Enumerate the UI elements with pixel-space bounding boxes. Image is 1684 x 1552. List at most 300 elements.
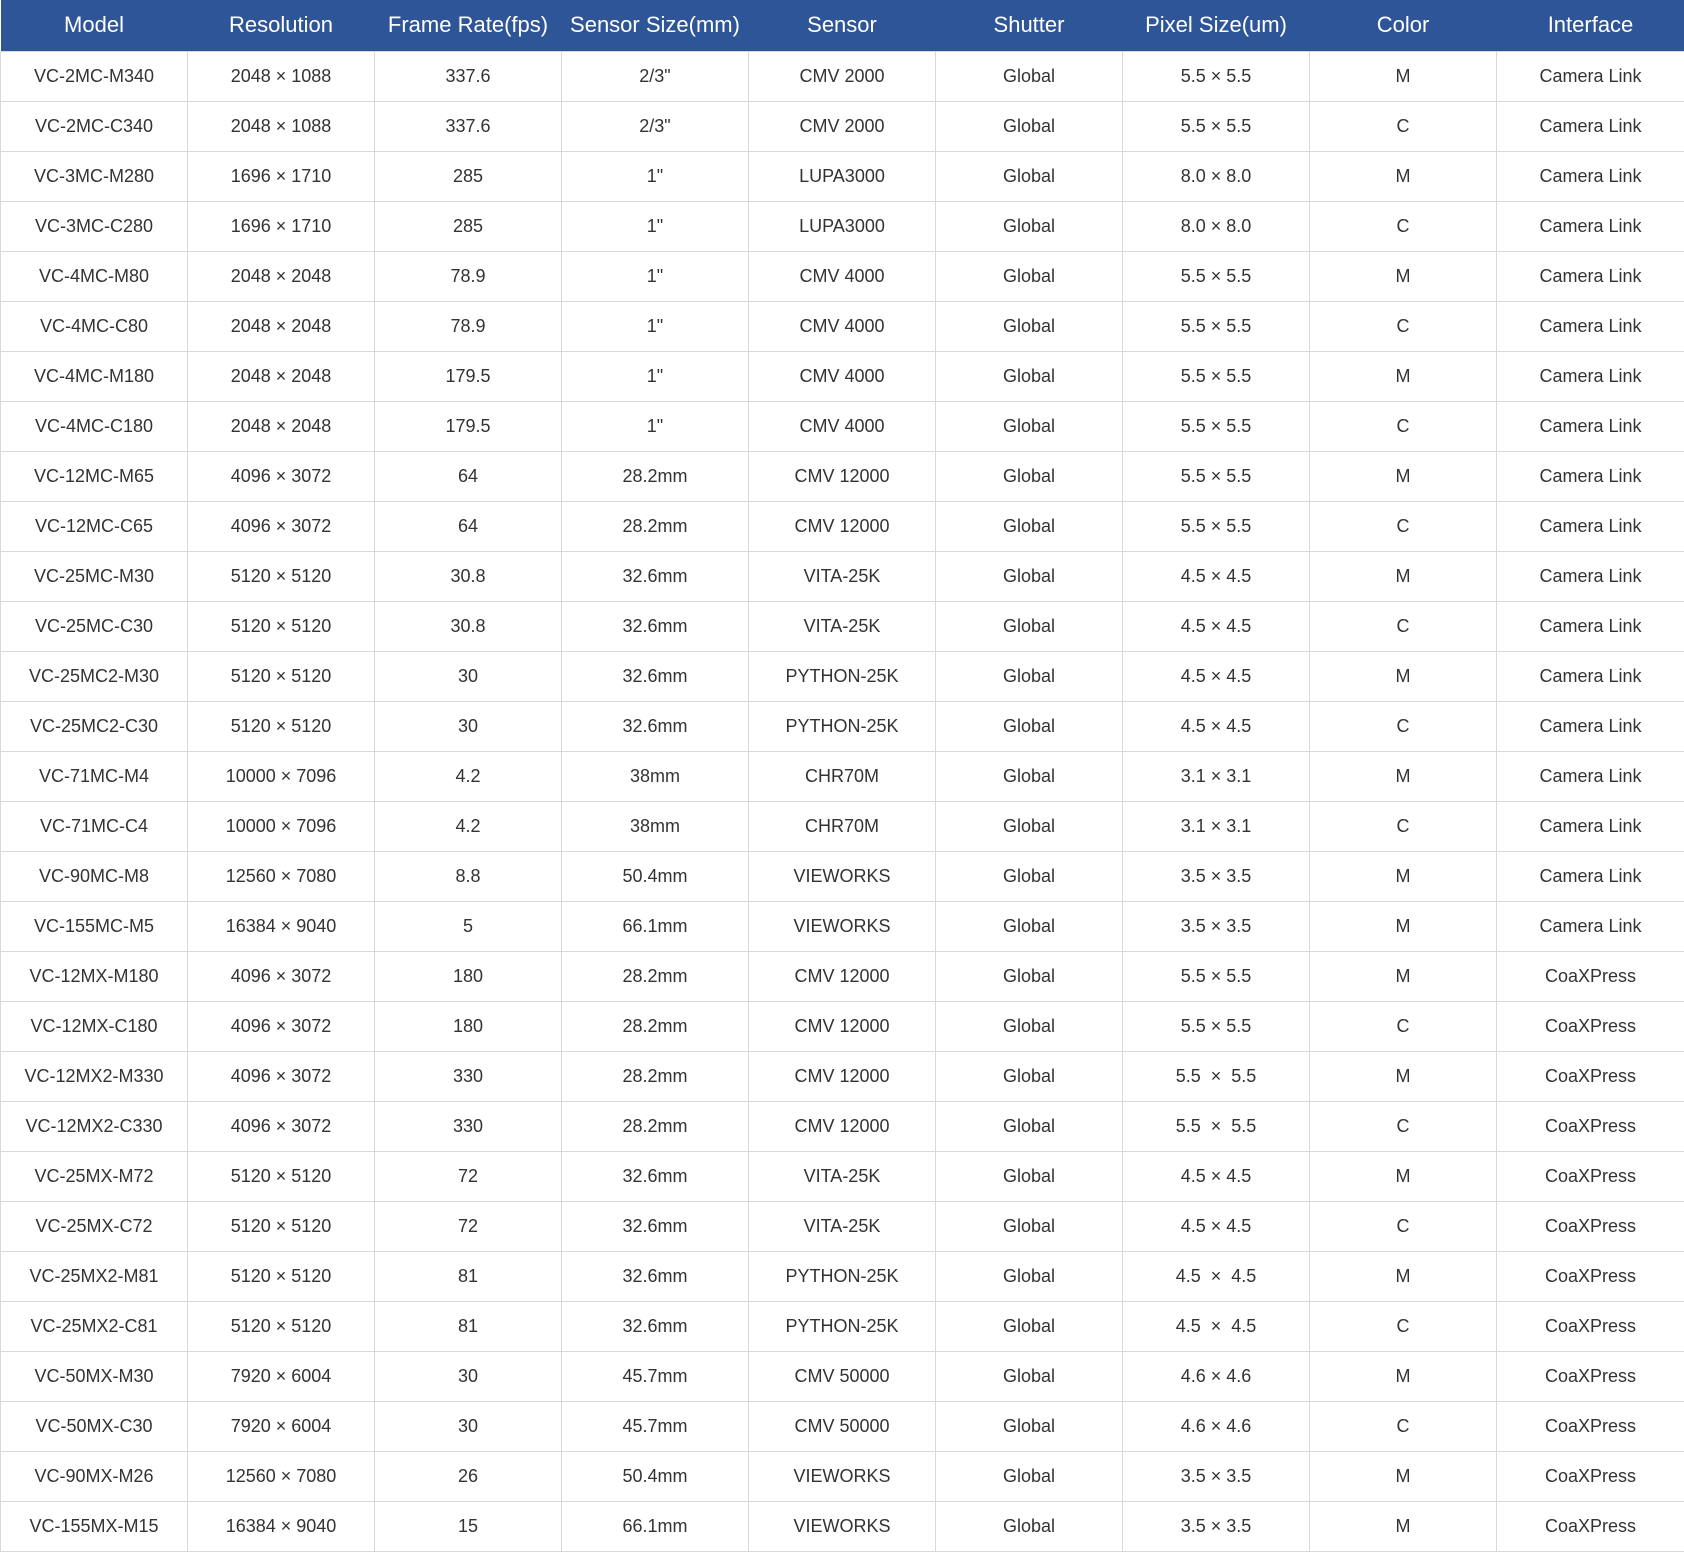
sensor-size-cell: 28.2mm [562,1101,749,1151]
sensor-size-cell: 32.6mm [562,551,749,601]
frame-rate-cell: 8.8 [375,851,562,901]
frame-rate-cell: 72 [375,1151,562,1201]
table-row [1,751,1684,801]
resolution-cell: 4096 × 3072 [188,1001,375,1051]
model-cell: VC-25MX2-C81 [1,1301,188,1351]
pixel-size-cell: 5.5 × 5.5 [1123,451,1310,501]
color-cell: M [1310,751,1497,801]
sensor-cell: VITA-25K [749,551,936,601]
sensor-cell: CHR70M [749,801,936,851]
sensor-cell: LUPA3000 [749,151,936,201]
pixel-size-cell: 8.0 × 8.0 [1123,201,1310,251]
sensor-size-cell: 38mm [562,751,749,801]
frame-rate-cell: 15 [375,1501,562,1551]
pixel-size-cell: 5.5 × 5.5 [1123,401,1310,451]
frame-rate-cell: 337.6 [375,51,562,101]
color-cell: C [1310,1301,1497,1351]
model-cell: VC-3MC-M280 [1,151,188,201]
pixel-size-cell: 4.5 × 4.5 [1123,1301,1310,1351]
frame-rate-cell: 180 [375,951,562,1001]
resolution-cell: 7920 × 6004 [188,1401,375,1451]
sensor-size-cell: 28.2mm [562,451,749,501]
shutter-cell: Global [936,751,1123,801]
interface-cell: Camera Link [1497,151,1684,201]
color-cell: M [1310,51,1497,101]
sensor-cell: LUPA3000 [749,201,936,251]
color-cell: C [1310,101,1497,151]
table-row [1,151,1684,201]
shutter-cell: Global [936,51,1123,101]
table-row [1,601,1684,651]
model-cell: VC-2MC-M340 [1,51,188,101]
pixel-size-cell: 5.5 × 5.5 [1123,1001,1310,1051]
frame-rate-cell: 81 [375,1301,562,1351]
shutter-cell: Global [936,701,1123,751]
table-row [1,301,1684,351]
sensor-cell: CMV 12000 [749,451,936,501]
sensor-cell: VIEWORKS [749,851,936,901]
column-header-color: Color [1310,0,1497,51]
pixel-size-cell: 4.5 × 4.5 [1123,1251,1310,1301]
shutter-cell: Global [936,1001,1123,1051]
resolution-cell: 2048 × 1088 [188,51,375,101]
table-row [1,851,1684,901]
sensor-size-cell: 32.6mm [562,1151,749,1201]
resolution-cell: 5120 × 5120 [188,551,375,601]
sensor-cell: VIEWORKS [749,1501,936,1551]
model-cell: VC-90MX-M26 [1,1451,188,1501]
sensor-size-cell: 1" [562,401,749,451]
frame-rate-cell: 81 [375,1251,562,1301]
pixel-size-cell: 5.5 × 5.5 [1123,351,1310,401]
model-cell: VC-25MX-C72 [1,1201,188,1251]
pixel-size-cell: 5.5 × 5.5 [1123,501,1310,551]
shutter-cell: Global [936,151,1123,201]
interface-cell: Camera Link [1497,551,1684,601]
frame-rate-cell: 72 [375,1201,562,1251]
pixel-size-cell: 5.5 × 5.5 [1123,101,1310,151]
model-cell: VC-12MC-M65 [1,451,188,501]
frame-rate-cell: 4.2 [375,801,562,851]
model-cell: VC-71MC-C4 [1,801,188,851]
sensor-size-cell: 66.1mm [562,901,749,951]
pixel-size-cell: 4.6 × 4.6 [1123,1401,1310,1451]
color-cell: M [1310,951,1497,1001]
pixel-size-cell: 3.1 × 3.1 [1123,801,1310,851]
color-cell: M [1310,151,1497,201]
model-cell: VC-155MX-M15 [1,1501,188,1551]
model-cell: VC-25MC-C30 [1,601,188,651]
frame-rate-cell: 78.9 [375,301,562,351]
frame-rate-cell: 4.2 [375,751,562,801]
sensor-size-cell: 38mm [562,801,749,851]
table-row [1,351,1684,401]
shutter-cell: Global [936,351,1123,401]
pixel-size-cell: 4.6 × 4.6 [1123,1351,1310,1401]
sensor-size-cell: 32.6mm [562,1201,749,1251]
model-cell: VC-12MX-M180 [1,951,188,1001]
model-cell: VC-4MC-C80 [1,301,188,351]
shutter-cell: Global [936,951,1123,1001]
interface-cell: Camera Link [1497,751,1684,801]
model-cell: VC-3MC-C280 [1,201,188,251]
sensor-cell: VIEWORKS [749,1451,936,1501]
shutter-cell: Global [936,201,1123,251]
frame-rate-cell: 180 [375,1001,562,1051]
shutter-cell: Global [936,1401,1123,1451]
shutter-cell: Global [936,501,1123,551]
frame-rate-cell: 64 [375,451,562,501]
shutter-cell: Global [936,601,1123,651]
sensor-cell: CMV 4000 [749,251,936,301]
model-cell: VC-12MX2-C330 [1,1101,188,1151]
interface-cell: Camera Link [1497,351,1684,401]
shutter-cell: Global [936,1101,1123,1151]
interface-cell: Camera Link [1497,51,1684,101]
table-row [1,1501,1684,1551]
sensor-size-cell: 32.6mm [562,701,749,751]
interface-cell: Camera Link [1497,651,1684,701]
column-header-shutter: Shutter [936,0,1123,51]
interface-cell: CoaXPress [1497,1501,1684,1551]
shutter-cell: Global [936,101,1123,151]
sensor-cell: PYTHON-25K [749,1251,936,1301]
model-cell: VC-4MC-M80 [1,251,188,301]
table-row [1,201,1684,251]
shutter-cell: Global [936,551,1123,601]
pixel-size-cell: 4.5 × 4.5 [1123,651,1310,701]
resolution-cell: 5120 × 5120 [188,601,375,651]
pixel-size-cell: 5.5 × 5.5 [1123,951,1310,1001]
color-cell: C [1310,1101,1497,1151]
shutter-cell: Global [936,451,1123,501]
shutter-cell: Global [936,1151,1123,1201]
model-cell: VC-12MX-C180 [1,1001,188,1051]
resolution-cell: 4096 × 3072 [188,1051,375,1101]
resolution-cell: 12560 × 7080 [188,851,375,901]
model-cell: VC-25MC2-C30 [1,701,188,751]
sensor-cell: CMV 4000 [749,301,936,351]
pixel-size-cell: 4.5 × 4.5 [1123,1201,1310,1251]
sensor-cell: CMV 50000 [749,1351,936,1401]
interface-cell: Camera Link [1497,201,1684,251]
table-row [1,51,1684,101]
pixel-size-cell: 4.5 × 4.5 [1123,551,1310,601]
sensor-size-cell: 1" [562,201,749,251]
column-header-frame-rate: Frame Rate(fps) [375,0,562,51]
column-header-sensor: Sensor [749,0,936,51]
frame-rate-cell: 5 [375,901,562,951]
sensor-cell: CMV 4000 [749,351,936,401]
color-cell: M [1310,1251,1497,1301]
header-row [1,0,1684,51]
shutter-cell: Global [936,251,1123,301]
shutter-cell: Global [936,801,1123,851]
shutter-cell: Global [936,1251,1123,1301]
table-row [1,1401,1684,1451]
color-cell: M [1310,351,1497,401]
color-cell: C [1310,501,1497,551]
model-cell: VC-12MC-C65 [1,501,188,551]
color-cell: M [1310,851,1497,901]
frame-rate-cell: 30 [375,1401,562,1451]
color-cell: C [1310,301,1497,351]
pixel-size-cell: 3.5 × 3.5 [1123,1501,1310,1551]
sensor-size-cell: 1" [562,351,749,401]
resolution-cell: 1696 × 1710 [188,151,375,201]
column-header-sensor-size: Sensor Size(mm) [562,0,749,51]
model-cell: VC-25MX2-M81 [1,1251,188,1301]
frame-rate-cell: 78.9 [375,251,562,301]
interface-cell: CoaXPress [1497,951,1684,1001]
sensor-cell: VIEWORKS [749,901,936,951]
shutter-cell: Global [936,1301,1123,1351]
color-cell: C [1310,201,1497,251]
interface-cell: CoaXPress [1497,1101,1684,1151]
table-body [1,51,1684,1551]
sensor-size-cell: 1" [562,301,749,351]
resolution-cell: 2048 × 2048 [188,351,375,401]
table-row [1,1101,1684,1151]
table-row [1,1351,1684,1401]
pixel-size-cell: 4.5 × 4.5 [1123,601,1310,651]
color-cell: C [1310,1201,1497,1251]
pixel-size-cell: 5.5 × 5.5 [1123,301,1310,351]
sensor-cell: PYTHON-25K [749,701,936,751]
interface-cell: Camera Link [1497,401,1684,451]
resolution-cell: 4096 × 3072 [188,951,375,1001]
interface-cell: CoaXPress [1497,1451,1684,1501]
sensor-size-cell: 1" [562,151,749,201]
frame-rate-cell: 179.5 [375,401,562,451]
pixel-size-cell: 3.5 × 3.5 [1123,1451,1310,1501]
table-row [1,801,1684,851]
pixel-size-cell: 4.5 × 4.5 [1123,1151,1310,1201]
sensor-size-cell: 2/3" [562,51,749,101]
model-cell: VC-71MC-M4 [1,751,188,801]
table-row [1,951,1684,1001]
table-header [1,0,1684,51]
sensor-size-cell: 28.2mm [562,1001,749,1051]
interface-cell: Camera Link [1497,601,1684,651]
color-cell: M [1310,901,1497,951]
interface-cell: Camera Link [1497,301,1684,351]
shutter-cell: Global [936,1451,1123,1501]
resolution-cell: 4096 × 3072 [188,451,375,501]
interface-cell: CoaXPress [1497,1051,1684,1101]
column-header-model: Model [1,0,188,51]
frame-rate-cell: 285 [375,151,562,201]
pixel-size-cell: 5.5 × 5.5 [1123,251,1310,301]
sensor-size-cell: 28.2mm [562,951,749,1001]
resolution-cell: 16384 × 9040 [188,901,375,951]
table-row [1,1151,1684,1201]
table-row [1,1451,1684,1501]
pixel-size-cell: 5.5 × 5.5 [1123,1051,1310,1101]
sensor-cell: CMV 2000 [749,51,936,101]
model-cell: VC-25MC-M30 [1,551,188,601]
sensor-size-cell: 28.2mm [562,501,749,551]
sensor-cell: VITA-25K [749,601,936,651]
color-cell: M [1310,651,1497,701]
color-cell: M [1310,1351,1497,1401]
frame-rate-cell: 30.8 [375,551,562,601]
frame-rate-cell: 285 [375,201,562,251]
sensor-cell: VITA-25K [749,1151,936,1201]
sensor-cell: CMV 4000 [749,401,936,451]
sensor-size-cell: 32.6mm [562,651,749,701]
color-cell: M [1310,1051,1497,1101]
shutter-cell: Global [936,901,1123,951]
model-cell: VC-25MC2-M30 [1,651,188,701]
pixel-size-cell: 5.5 × 5.5 [1123,1101,1310,1151]
resolution-cell: 2048 × 2048 [188,301,375,351]
color-cell: C [1310,601,1497,651]
interface-cell: Camera Link [1497,851,1684,901]
interface-cell: Camera Link [1497,451,1684,501]
sensor-size-cell: 66.1mm [562,1501,749,1551]
table-row [1,401,1684,451]
pixel-size-cell: 8.0 × 8.0 [1123,151,1310,201]
color-cell: C [1310,401,1497,451]
pixel-size-cell: 3.5 × 3.5 [1123,901,1310,951]
interface-cell: CoaXPress [1497,1151,1684,1201]
table-row [1,551,1684,601]
model-cell: VC-4MC-C180 [1,401,188,451]
frame-rate-cell: 26 [375,1451,562,1501]
pixel-size-cell: 3.1 × 3.1 [1123,751,1310,801]
color-cell: C [1310,701,1497,751]
frame-rate-cell: 64 [375,501,562,551]
interface-cell: Camera Link [1497,901,1684,951]
interface-cell: Camera Link [1497,251,1684,301]
interface-cell: CoaXPress [1497,1301,1684,1351]
resolution-cell: 4096 × 3072 [188,1101,375,1151]
frame-rate-cell: 30 [375,1351,562,1401]
pixel-size-cell: 4.5 × 4.5 [1123,701,1310,751]
interface-cell: Camera Link [1497,801,1684,851]
frame-rate-cell: 30.8 [375,601,562,651]
sensor-size-cell: 50.4mm [562,851,749,901]
shutter-cell: Global [936,401,1123,451]
interface-cell: CoaXPress [1497,1001,1684,1051]
sensor-cell: CMV 12000 [749,501,936,551]
sensor-size-cell: 1" [562,251,749,301]
resolution-cell: 5120 × 5120 [188,1151,375,1201]
model-cell: VC-155MC-M5 [1,901,188,951]
sensor-size-cell: 45.7mm [562,1401,749,1451]
column-header-resolution: Resolution [188,0,375,51]
color-cell: C [1310,1401,1497,1451]
resolution-cell: 5120 × 5120 [188,1201,375,1251]
resolution-cell: 2048 × 2048 [188,401,375,451]
sensor-cell: CMV 12000 [749,1051,936,1101]
interface-cell: Camera Link [1497,501,1684,551]
table-row [1,451,1684,501]
shutter-cell: Global [936,1351,1123,1401]
color-cell: C [1310,801,1497,851]
frame-rate-cell: 330 [375,1051,562,1101]
resolution-cell: 4096 × 3072 [188,501,375,551]
resolution-cell: 16384 × 9040 [188,1501,375,1551]
sensor-cell: CMV 12000 [749,1101,936,1151]
interface-cell: Camera Link [1497,701,1684,751]
table-row [1,101,1684,151]
model-cell: VC-50MX-C30 [1,1401,188,1451]
shutter-cell: Global [936,301,1123,351]
sensor-cell: VITA-25K [749,1201,936,1251]
interface-cell: CoaXPress [1497,1251,1684,1301]
resolution-cell: 2048 × 1088 [188,101,375,151]
frame-rate-cell: 30 [375,701,562,751]
sensor-cell: PYTHON-25K [749,651,936,701]
resolution-cell: 1696 × 1710 [188,201,375,251]
resolution-cell: 10000 × 7096 [188,801,375,851]
model-cell: VC-2MC-C340 [1,101,188,151]
frame-rate-cell: 30 [375,651,562,701]
sensor-cell: CMV 2000 [749,101,936,151]
model-cell: VC-50MX-M30 [1,1351,188,1401]
table-row [1,1051,1684,1101]
pixel-size-cell: 3.5 × 3.5 [1123,851,1310,901]
interface-cell: Camera Link [1497,101,1684,151]
sensor-size-cell: 32.6mm [562,601,749,651]
model-cell: VC-4MC-M180 [1,351,188,401]
resolution-cell: 7920 × 6004 [188,1351,375,1401]
column-header-pixel-size: Pixel Size(um) [1123,0,1310,51]
sensor-size-cell: 28.2mm [562,1051,749,1101]
color-cell: M [1310,1451,1497,1501]
model-cell: VC-90MC-M8 [1,851,188,901]
table-row [1,1201,1684,1251]
model-cell: VC-12MX2-M330 [1,1051,188,1101]
shutter-cell: Global [936,1201,1123,1251]
table-row [1,651,1684,701]
table-row [1,1251,1684,1301]
frame-rate-cell: 330 [375,1101,562,1151]
pixel-size-cell: 5.5 × 5.5 [1123,51,1310,101]
column-header-interface: Interface [1497,0,1684,51]
sensor-cell: PYTHON-25K [749,1301,936,1351]
color-cell: M [1310,551,1497,601]
interface-cell: CoaXPress [1497,1351,1684,1401]
table-row [1,901,1684,951]
table-row [1,701,1684,751]
sensor-cell: CHR70M [749,751,936,801]
sensor-size-cell: 50.4mm [562,1451,749,1501]
color-cell: M [1310,1501,1497,1551]
resolution-cell: 10000 × 7096 [188,751,375,801]
sensor-cell: CMV 12000 [749,951,936,1001]
shutter-cell: Global [936,651,1123,701]
shutter-cell: Global [936,1051,1123,1101]
sensor-size-cell: 45.7mm [562,1351,749,1401]
resolution-cell: 12560 × 7080 [188,1451,375,1501]
interface-cell: CoaXPress [1497,1401,1684,1451]
color-cell: C [1310,1001,1497,1051]
resolution-cell: 5120 × 5120 [188,1301,375,1351]
resolution-cell: 2048 × 2048 [188,251,375,301]
shutter-cell: Global [936,851,1123,901]
shutter-cell: Global [936,1501,1123,1551]
sensor-size-cell: 2/3" [562,101,749,151]
interface-cell: CoaXPress [1497,1201,1684,1251]
table-row [1,251,1684,301]
resolution-cell: 5120 × 5120 [188,1251,375,1301]
color-cell: M [1310,251,1497,301]
color-cell: M [1310,451,1497,501]
table-row [1,501,1684,551]
